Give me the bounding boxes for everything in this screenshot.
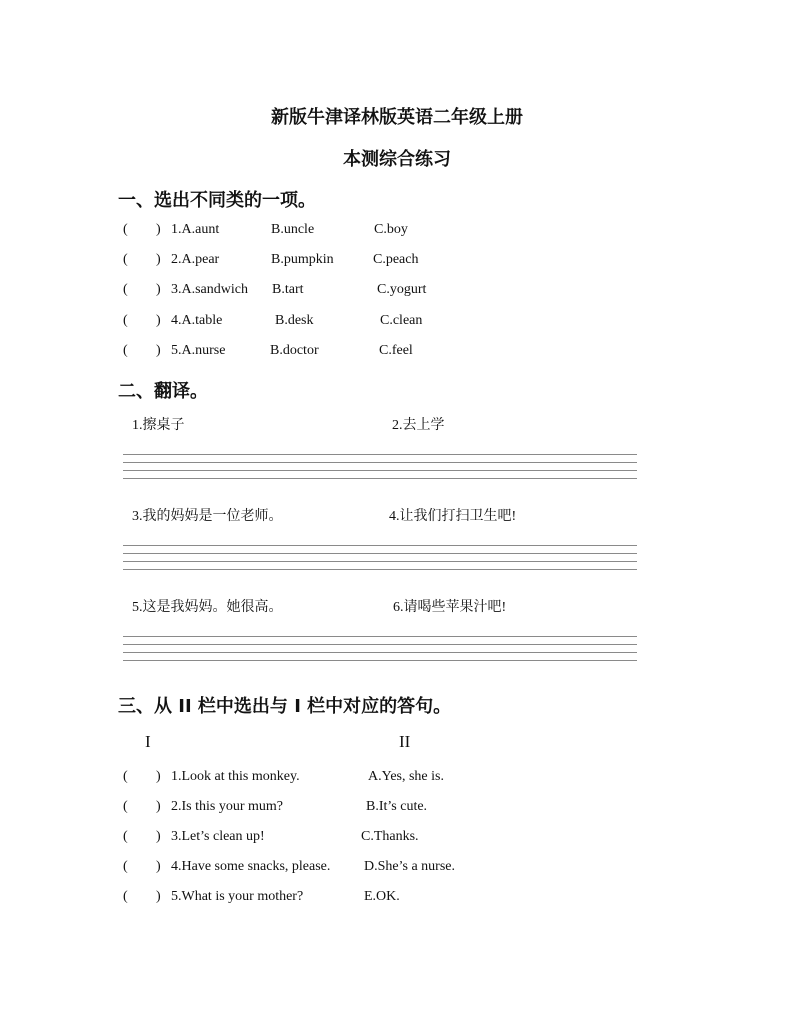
writing-line xyxy=(123,660,637,661)
answer-option: D.She’s a nurse. xyxy=(364,859,455,874)
answer-paren-right: ) xyxy=(156,799,161,814)
writing-line xyxy=(123,561,637,562)
answer-paren-right: ) xyxy=(156,252,161,267)
column-i-header: I xyxy=(145,732,151,751)
answer-paren-left: ( xyxy=(123,769,128,784)
option-c: C.feel xyxy=(379,343,413,358)
answer-paren-right: ) xyxy=(156,859,161,874)
answer-lines[interactable] xyxy=(123,636,637,668)
writing-line xyxy=(123,478,637,479)
page-title: 新版牛津译林版英语二年级上册 xyxy=(271,107,523,127)
option-b: B.tart xyxy=(272,282,304,297)
writing-line xyxy=(123,652,637,653)
answer-paren-left: ( xyxy=(123,313,128,328)
translation-prompt: 1.擦桌子 xyxy=(132,418,185,433)
writing-line xyxy=(123,636,637,637)
answer-lines[interactable] xyxy=(123,454,637,486)
option-a: 2.A.pear xyxy=(171,252,220,267)
page-subtitle: 本测综合练习 xyxy=(343,149,451,169)
answer-paren-left: ( xyxy=(123,343,128,358)
option-a: 4.A.table xyxy=(171,313,223,328)
answer-option: E.OK. xyxy=(364,889,400,904)
writing-line xyxy=(123,470,637,471)
answer-lines[interactable] xyxy=(123,545,637,577)
writing-line xyxy=(123,644,637,645)
option-b: B.uncle xyxy=(271,222,315,237)
writing-line xyxy=(123,553,637,554)
answer-paren-right: ) xyxy=(156,769,161,784)
translation-prompt: 4.让我们打扫卫生吧! xyxy=(389,509,517,524)
option-b: B.doctor xyxy=(270,343,319,358)
answer-paren-right: ) xyxy=(156,343,161,358)
writing-line xyxy=(123,454,637,455)
answer-paren-left: ( xyxy=(123,829,128,844)
column-ii-header: II xyxy=(399,732,411,751)
list-item xyxy=(0,313,794,333)
option-c: C.boy xyxy=(374,222,408,237)
section-2-heading: 二、翻译。 xyxy=(118,381,208,402)
writing-line xyxy=(123,462,637,463)
option-a: 1.A.aunt xyxy=(171,222,220,237)
translation-prompt: 6.请喝些苹果汁吧! xyxy=(393,600,507,615)
list-item xyxy=(0,889,794,909)
list-item xyxy=(0,799,794,819)
answer-paren-right: ) xyxy=(156,222,161,237)
translation-prompt: 2.去上学 xyxy=(392,418,445,433)
section-3-heading: 三、从 II 栏中选出与 I 栏中对应的答句。 xyxy=(118,696,452,717)
answer-paren-left: ( xyxy=(123,799,128,814)
answer-paren-left: ( xyxy=(123,222,128,237)
option-b: B.desk xyxy=(275,313,314,328)
writing-line xyxy=(123,545,637,546)
section-1-heading: 一、选出不同类的一项。 xyxy=(118,190,316,211)
list-item xyxy=(0,859,794,879)
option-a: 5.A.nurse xyxy=(171,343,226,358)
list-item xyxy=(0,343,794,363)
option-c: C.yogurt xyxy=(377,282,427,297)
answer-option: C.Thanks. xyxy=(361,829,419,844)
list-item xyxy=(0,769,794,789)
answer-paren-left: ( xyxy=(123,282,128,297)
question-text: 4.Have some snacks, please. xyxy=(171,859,331,874)
option-c: C.peach xyxy=(373,252,419,267)
list-item xyxy=(0,829,794,849)
writing-line xyxy=(123,569,637,570)
translation-prompt: 3.我的妈妈是一位老师。 xyxy=(132,509,283,524)
question-text: 3.Let’s clean up! xyxy=(171,829,265,844)
answer-paren-right: ) xyxy=(156,313,161,328)
question-text: 5.What is your mother? xyxy=(171,889,304,904)
translation-prompt: 5.这是我妈妈。她很高。 xyxy=(132,600,283,615)
question-text: 1.Look at this monkey. xyxy=(171,769,300,784)
answer-paren-left: ( xyxy=(123,889,128,904)
list-item xyxy=(0,252,794,272)
answer-paren-left: ( xyxy=(123,859,128,874)
option-b: B.pumpkin xyxy=(271,252,334,267)
answer-paren-left: ( xyxy=(123,252,128,267)
list-item xyxy=(0,222,794,242)
answer-option: A.Yes, she is. xyxy=(368,769,444,784)
answer-paren-right: ) xyxy=(156,829,161,844)
option-a: 3.A.sandwich xyxy=(171,282,248,297)
answer-paren-right: ) xyxy=(156,282,161,297)
answer-option: B.It’s cute. xyxy=(366,799,428,814)
question-text: 2.Is this your mum? xyxy=(171,799,283,814)
list-item xyxy=(0,282,794,302)
option-c: C.clean xyxy=(380,313,423,328)
answer-paren-right: ) xyxy=(156,889,161,904)
